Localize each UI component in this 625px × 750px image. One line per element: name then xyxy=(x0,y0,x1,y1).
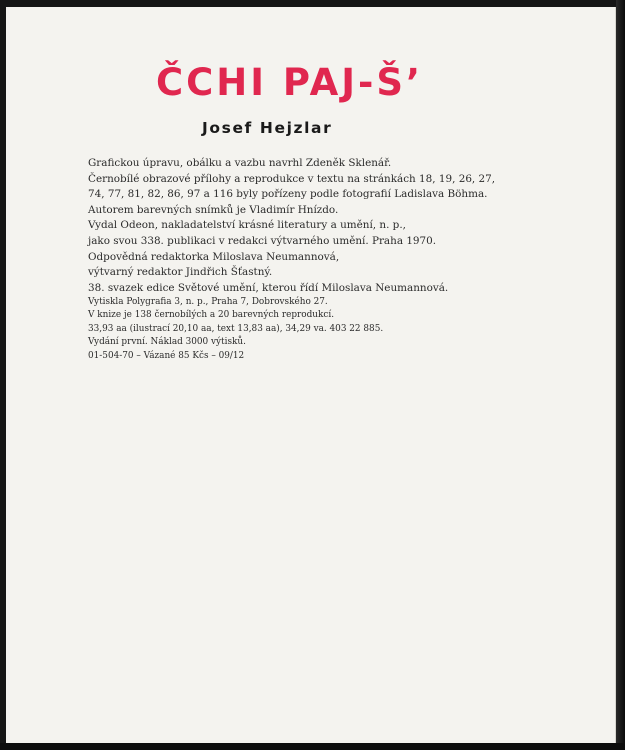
credits-line: Černobílé obrazové přílohy a reprodukce v textu na stránkách 18, 19, 26, 27, xyxy=(88,172,496,185)
imprint-block xyxy=(88,296,418,363)
credits-line: Odpovědná redaktorka Miloslava Neumannová, xyxy=(88,250,340,263)
imprint-line: Vytiskla Polygrafia 3, n. p., Praha 7, Dobrovského 27. xyxy=(88,297,328,307)
book-title: ČCHI PAJ-Š’ xyxy=(156,61,424,104)
credits-line: jako svou 338. publikaci v redakci výtvarného umění. Praha 1970. xyxy=(88,234,437,247)
credits-line: výtvarný redaktor Jindřich Šťastný. xyxy=(88,266,273,279)
credits-line: 38. svazek edice Světové umění, kterou řídí Miloslava Neumannová. xyxy=(88,281,449,294)
scan-bottom-edge xyxy=(0,743,625,750)
imprint-line: 33,93 aa (ilustrací 20,10 aa, text 13,83 aa), 34,29 va. 403 22 885. xyxy=(88,323,384,334)
credits-line: 74, 77, 81, 82, 86, 97 a 116 byly pořízeny podle fotografií Ladislava Böhma. xyxy=(88,188,488,201)
credits-line: Autorem barevných snímků je Vladimír Hnízdo. xyxy=(88,203,339,216)
credits-line: Vydal Odeon, nakladatelství krásné literatury a umění, n. p., xyxy=(88,219,406,232)
credits-line: Grafickou úpravu, obálku a vazbu navrhl Zdeněk Sklenář. xyxy=(88,157,392,169)
credits-block xyxy=(88,156,496,296)
author-name: Josef Hejzlar xyxy=(202,119,333,137)
page-sheet xyxy=(6,7,616,743)
imprint-line: 01-504-70 – Vázané 85 Kčs – 09/12 xyxy=(88,350,245,361)
imprint-line: Vydání první. Náklad 3000 výtisků. xyxy=(88,337,246,348)
imprint-line: V knize je 138 černobílých a 20 barevných reprodukcí. xyxy=(88,310,335,321)
binding-edge xyxy=(616,0,625,750)
